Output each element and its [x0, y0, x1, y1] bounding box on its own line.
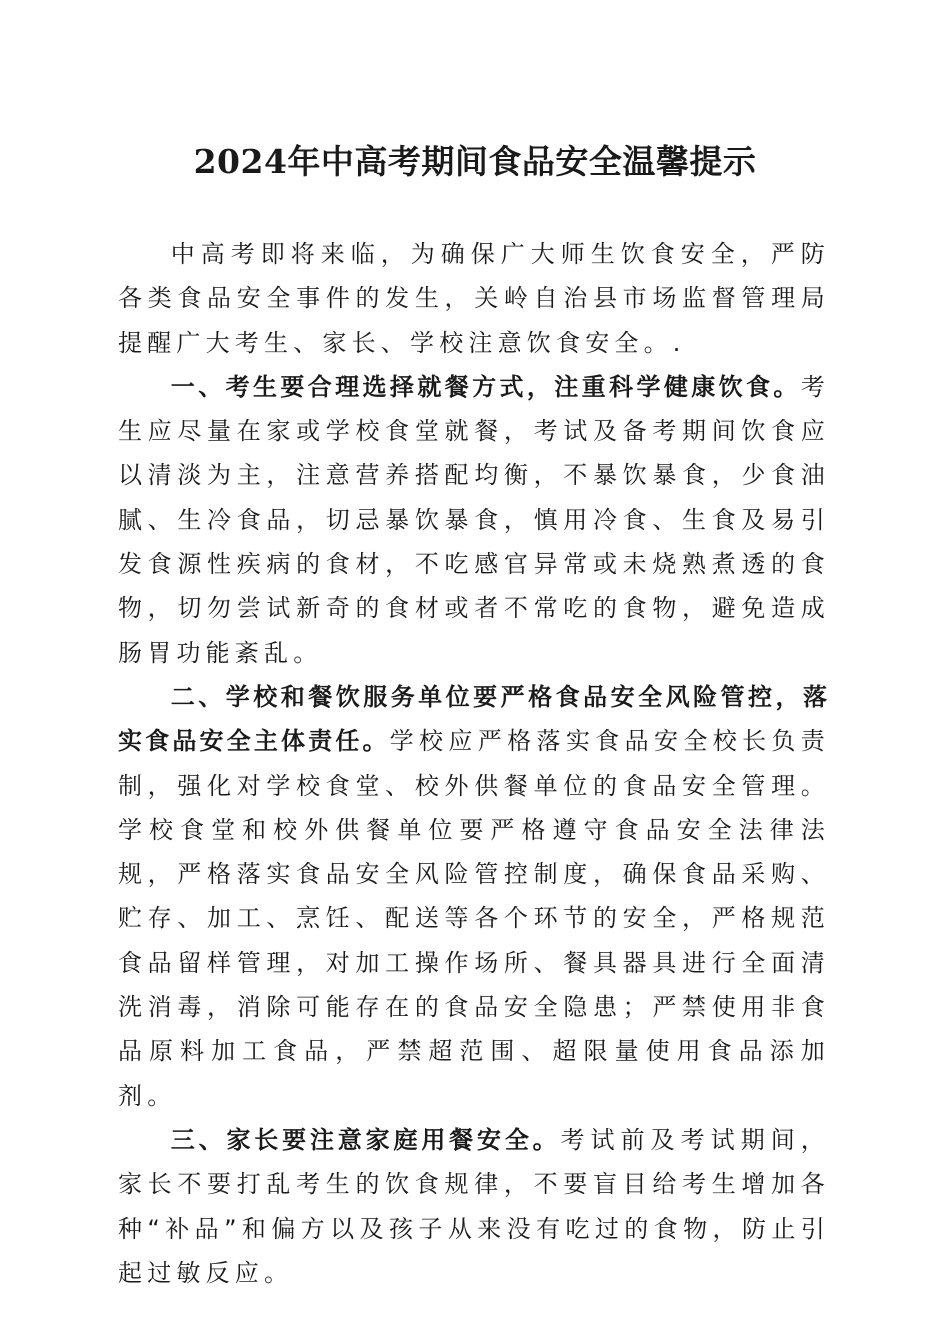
paragraph-text: 考生应尽量在家或学校食堂就餐，考试及备考期间饮食应以清淡为主，注意营养搭配均衡，不暴饮暴食，少食油腻、生冷食品，切忌暴饮暴食，慎用冷食、生食及易引发食源性疾病的食材，不吃感官异常或未烧熟煮透的食物，切勿尝试新奇的食材或者不常吃的食物，避免造成肠胃功能紊乱。 — [118, 372, 830, 667]
document-body — [118, 232, 830, 1295]
section-heading: 一、考生要合理选择就餐方式，注重科学健康饮食。 — [170, 372, 801, 401]
section-three-paragraph — [118, 1118, 830, 1295]
section-heading: 三、家长要注意家庭用餐安全。 — [170, 1125, 561, 1154]
paragraph-text: 考试前及考试期间，家长不要打乱考生的饮食规律，不要盲目给考生增加各种“补品”和偏方以及孩子从来没有吃过的食物，防止引起过敏反应。 — [118, 1125, 830, 1287]
section-one-paragraph — [118, 365, 830, 675]
document-title: 2024年中高考期间食品安全温馨提示 — [193, 142, 757, 181]
section-heading: 二、学校和餐饮服务单位要严格食品安全风险管控，落实食品安全主体责任。 — [118, 682, 830, 756]
paragraph-text: 中高考即将来临，为确保广大师生饮食安全，严防各类食品安全事件的发生，关岭自治县市场监督管理局提醒广大考生、家长、学校注意饮食安全。. — [118, 240, 830, 357]
intro-paragraph — [118, 232, 830, 365]
section-two-paragraph — [118, 675, 830, 1118]
paragraph-text: 学校应严格落实食品安全校长负责制，强化对学校食堂、校外供餐单位的食品安全管理。学校食堂和校外供餐单位要严格遵守食品安全法律法规，严格落实食品安全风险管控制度，确保食品采购、贮存、加工、烹饪、配送等各个环节的安全，严格规范食品留样管理，对加工操作场所、餐具器具进行全面清洗消毒，消除可能存在的食品安全隐患；严禁使用非食品原料加工食品，严禁超范围、超限量使用食品添加剂。 — [118, 727, 831, 1110]
